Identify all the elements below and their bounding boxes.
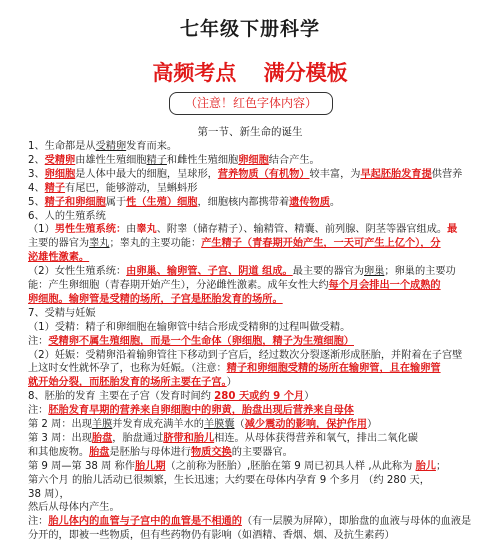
text-segment: 受精卵 bbox=[95, 141, 127, 152]
text-segment: 并发育成充满羊水的 bbox=[112, 419, 204, 430]
text-segment: （1）受精：精子和卵细胞在输卵管中结合形成受精卵的过程叫做受精。 bbox=[28, 321, 351, 333]
text-segment: 注： bbox=[28, 405, 49, 417]
text-segment: 有尾巴，能够游动，呈蝌蚪形 bbox=[65, 182, 198, 194]
text-segment: 的主要器官。 bbox=[231, 446, 293, 458]
highlighted-text: 胎儿 bbox=[415, 460, 436, 472]
text-line bbox=[28, 515, 484, 529]
highlighted-text: 营养物质（有机物） bbox=[217, 168, 310, 180]
subtitle-part-2: 满分模板 bbox=[263, 61, 348, 85]
text-segment: 分开的，即被一些物质，但有些药物仍有影响（如酒精、香烟、烟、及抗生素药） bbox=[28, 530, 395, 542]
text-segment: ，胎盘通过 bbox=[112, 432, 164, 444]
text-segment: 精子 bbox=[146, 154, 167, 166]
text-segment: 2、 bbox=[28, 154, 45, 166]
highlighted-text: 胎盘 bbox=[89, 446, 110, 458]
text-segment: 注： bbox=[28, 516, 49, 528]
text-segment: 第 9 周—第 38 周 称作 bbox=[28, 460, 135, 472]
highlighted-text: 卵细胞。输卵管是受精的场所，子宫是胚胎发育的场所。 bbox=[28, 293, 283, 305]
text-segment: 供营养 bbox=[431, 168, 463, 180]
text-segment: 发育而来。 bbox=[126, 141, 178, 152]
text-segment: 注： bbox=[28, 335, 49, 347]
highlighted-text: 性（生殖）细胞 bbox=[126, 196, 198, 208]
highlighted-text: 卵细胞 bbox=[44, 168, 76, 180]
text-segment: 然后从母体内产生。 bbox=[28, 502, 120, 514]
text-segment: 上这时女性就怀孕了，也称为妊娠。（注意： bbox=[28, 363, 227, 375]
text-line bbox=[28, 488, 484, 502]
text-line bbox=[28, 432, 484, 446]
text-line bbox=[28, 196, 484, 210]
highlighted-text: 胎儿期 bbox=[134, 460, 166, 472]
text-line bbox=[28, 251, 484, 265]
text-line bbox=[28, 210, 484, 224]
text-line bbox=[28, 279, 484, 293]
text-line bbox=[28, 265, 484, 279]
text-line bbox=[28, 501, 484, 515]
text-line bbox=[28, 223, 484, 237]
subtitle-part-1: 高频考点 bbox=[152, 61, 237, 85]
text-segment: 较丰富，为 bbox=[309, 168, 361, 180]
text-line bbox=[28, 182, 484, 196]
highlighted-text: 每个月会排出一个成熟的 bbox=[328, 280, 441, 291]
highlighted-text: 脐带和胎儿 bbox=[163, 432, 215, 444]
highlighted-text: 精子和卵细胞 bbox=[44, 196, 106, 208]
highlighted-text: 胎盘 bbox=[91, 432, 113, 444]
text-segment: 羊膜 bbox=[91, 419, 113, 430]
highlighted-text: 由卵巢、输卵管、子宫、阴道 组成。 bbox=[126, 266, 293, 278]
text-segment: 和其他废物。 bbox=[28, 446, 90, 458]
highlighted-text: 精子和卵细胞受精的场所在输卵管，且在输卵管 bbox=[226, 363, 441, 375]
document-title: 七年级下册科学 bbox=[179, 18, 320, 40]
text-line bbox=[28, 418, 484, 432]
text-segment: （ bbox=[234, 419, 245, 430]
highlighted-text: 泌雄性激素。 bbox=[28, 252, 90, 264]
text-segment: （2）女性生殖系统： bbox=[28, 266, 127, 278]
text-segment: 8、胚胎的发育 主要在子宫（发育时间约 bbox=[28, 391, 215, 403]
text-segment: 是人体中最大的细胞，呈球形， bbox=[75, 168, 218, 180]
text-segment: ） bbox=[366, 419, 378, 430]
highlighted-text: 最 bbox=[447, 224, 458, 236]
text-segment: （有一层膜为屏障），即胎盘的血液与母体的血液是 bbox=[241, 516, 472, 528]
text-segment: 第 2 周：出现 bbox=[28, 419, 92, 430]
highlighted-text: 遗传物质 bbox=[289, 196, 330, 208]
text-segment: 。 bbox=[329, 196, 341, 208]
text-segment: 5、 bbox=[28, 196, 45, 208]
highlighted-text: 胚胎发育早期的营养来自卵细胞中的卵黄，胎盘出现后营养来自母体 bbox=[48, 405, 354, 417]
text-segment: ； bbox=[435, 460, 447, 472]
text-segment: 属于 bbox=[105, 196, 127, 208]
text-segment: 最主要的器官为 bbox=[292, 266, 365, 278]
text-segment: （之前称为胚胎）,胚胎在第 9 周已初具人样 ,从此称为 bbox=[165, 460, 416, 472]
text-segment: 3、 bbox=[28, 168, 45, 180]
text-segment: 38 周）， bbox=[28, 488, 70, 500]
text-segment: 卵巢 bbox=[364, 266, 385, 278]
highlighted-text: 产生精子（青春期开始产生，一天可产生上亿个），分 bbox=[201, 238, 441, 250]
highlighted-text: 减少震动的影响，保护作用 bbox=[244, 419, 367, 430]
text-line bbox=[28, 237, 484, 251]
text-line bbox=[28, 307, 484, 321]
text-segment: 是胚胎与母体进行 bbox=[109, 446, 191, 458]
text-segment: ，细胞核内都携带着 bbox=[197, 196, 290, 208]
section-heading: 第一节、新生命的诞生 bbox=[197, 126, 303, 138]
highlighted-text: 精子 bbox=[44, 182, 66, 194]
text-segment: 第六个月 的胎儿活动已很频繁，生长迅速；大约要在母体内孕育 9 个多月 （约 280 天， bbox=[28, 474, 430, 486]
text-line bbox=[28, 376, 484, 390]
text-segment: 1、生命都是从 bbox=[28, 141, 96, 152]
text-segment: 和雌性生殖细胞 bbox=[166, 154, 239, 166]
text-line bbox=[28, 321, 484, 335]
text-segment: （1） bbox=[28, 224, 55, 236]
text-line bbox=[28, 335, 484, 349]
red-text-note: （注意！红色字体内容） bbox=[169, 92, 333, 115]
highlighted-text: 受精卵 bbox=[44, 154, 76, 166]
text-line bbox=[28, 362, 484, 376]
text-line bbox=[28, 154, 484, 168]
text-segment: 相连。从母体获得营养和氧气，排出二氧化碳 bbox=[214, 432, 418, 444]
text-segment: ） bbox=[304, 391, 315, 403]
text-segment: 由雄性生殖细胞 bbox=[75, 154, 147, 166]
text-line bbox=[28, 140, 484, 154]
highlighted-text: 物质交换 bbox=[191, 446, 232, 458]
text-segment: 7、受精与妊娠 bbox=[28, 307, 96, 319]
highlighted-text: 睾丸 bbox=[136, 224, 157, 236]
highlighted-text: 男性生殖系统： bbox=[54, 224, 127, 236]
text-segment: 6、人的生殖系统 bbox=[28, 210, 106, 222]
text-segment: 羊膜囊 bbox=[203, 419, 235, 430]
text-line bbox=[28, 168, 484, 182]
text-segment: ；卵巢的主要功 bbox=[384, 266, 456, 278]
highlighted-text: 早起胚胎发育提 bbox=[360, 168, 432, 180]
text-segment: ；睾丸的主要功能： bbox=[109, 238, 202, 250]
text-segment: 第 3 周：出现 bbox=[28, 432, 92, 444]
text-segment: 能：产生卵细胞（青春期开始产生），分泌雌性激素。成年女性大约 bbox=[28, 280, 329, 291]
text-line bbox=[28, 293, 484, 307]
text-line bbox=[28, 446, 484, 460]
text-line bbox=[28, 349, 484, 363]
highlighted-text: 受精卵不属生殖细胞，而是一个生命体（卵细胞，精子为生殖细胞） bbox=[48, 335, 354, 347]
text-segment: 4、 bbox=[28, 182, 45, 194]
text-segment: （2）妊娠：受精卵沿着输卵管往下移动到子宫后，经过数次分裂逐渐形成胚胎，并附着在子宫壁 bbox=[28, 349, 463, 361]
text-segment: 由 bbox=[126, 224, 137, 236]
text-segment: 主要的器官为 bbox=[28, 238, 90, 250]
text-line bbox=[28, 529, 484, 543]
text-line bbox=[28, 474, 484, 488]
text-segment: ） bbox=[226, 377, 237, 389]
highlighted-text: 胎儿体内的血管与子宫中的血管是不相通的 bbox=[48, 516, 242, 528]
text-line bbox=[28, 460, 484, 474]
highlighted-text: 卵细胞 bbox=[238, 154, 269, 166]
document-subtitle bbox=[0, 57, 500, 87]
highlighted-text: 280 天或约 9 个月 bbox=[214, 391, 305, 403]
text-segment: 结合产生。 bbox=[268, 154, 320, 166]
text-segment: 、附睾（储存精子）、输精管、精囊、前列腺、阴茎等器官组成。 bbox=[156, 224, 448, 236]
text-line bbox=[28, 404, 484, 418]
highlighted-text: 就开始分裂，而胚胎发育的场所主要在子宫。 bbox=[28, 377, 227, 389]
text-line bbox=[28, 390, 484, 404]
text-segment: 睾丸 bbox=[89, 238, 110, 250]
